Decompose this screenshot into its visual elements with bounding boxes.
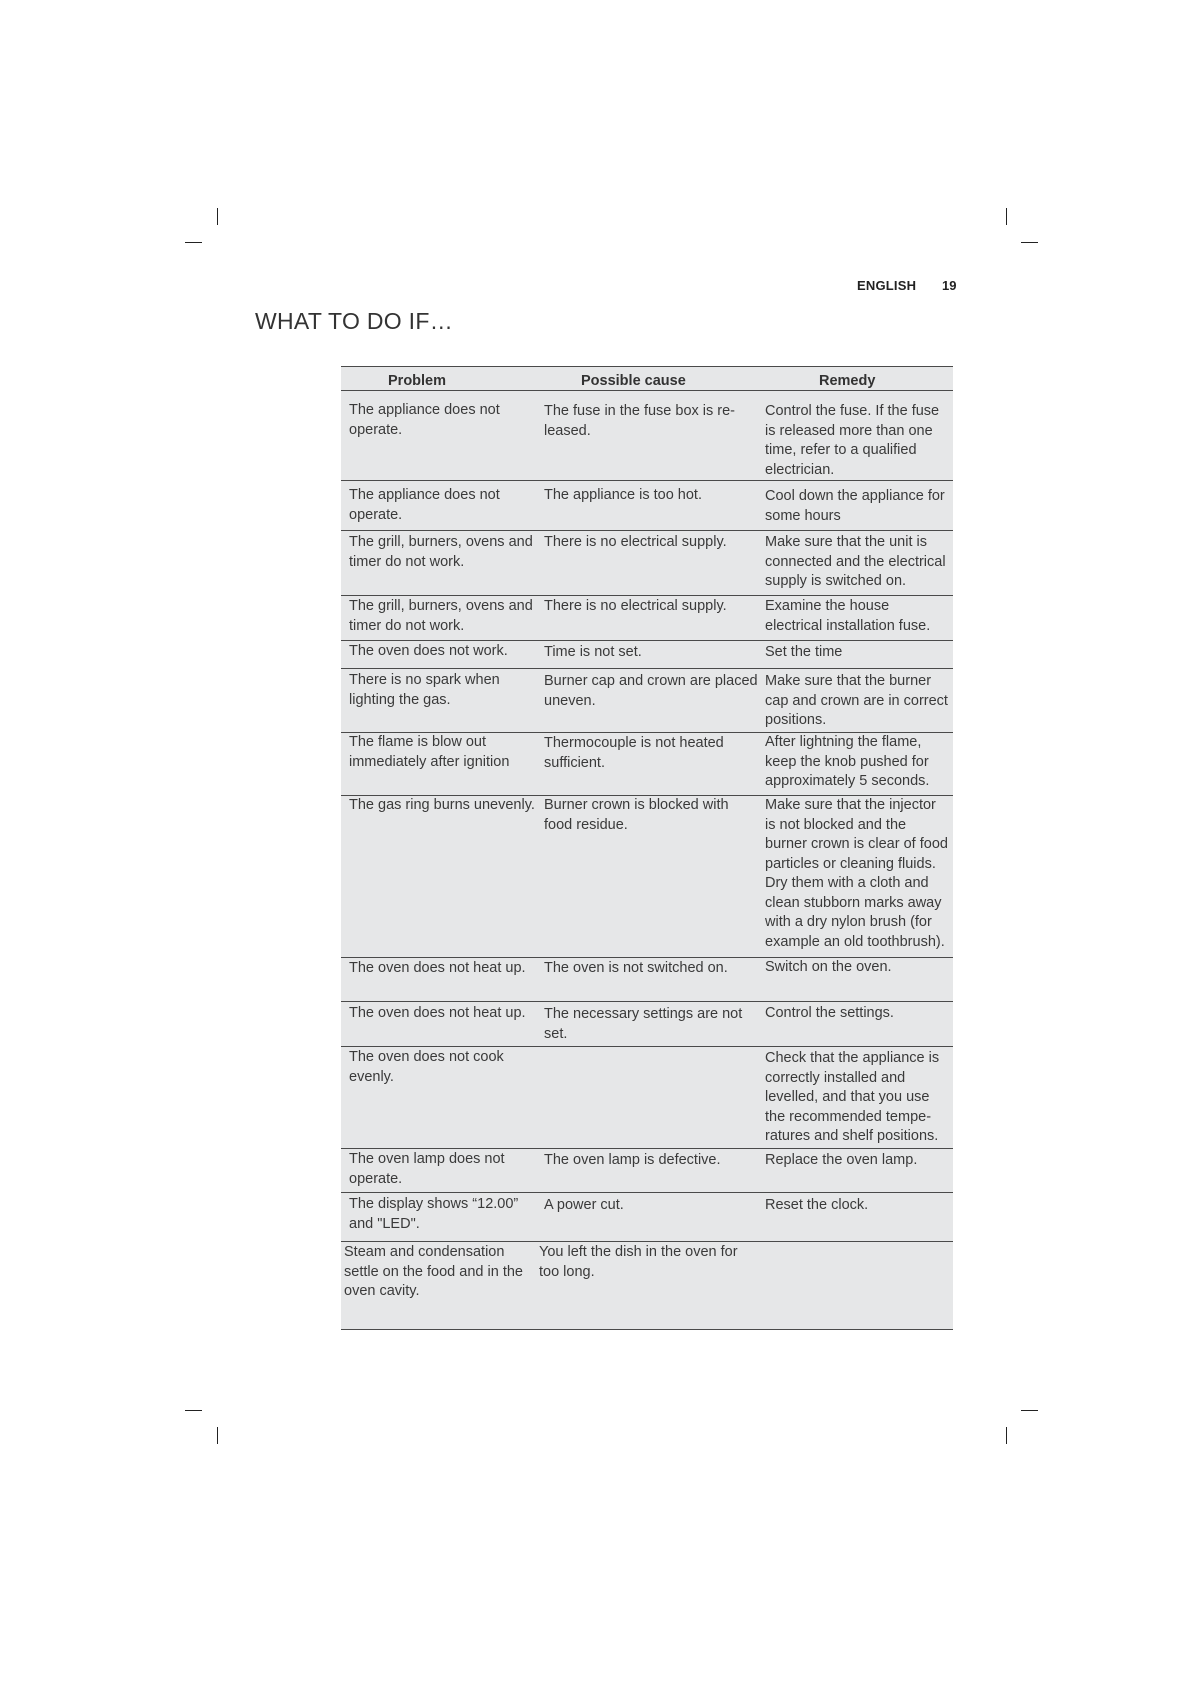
column-header-problem: Problem <box>388 373 447 389</box>
remedy-cell: Cool down the appliance for some hours <box>765 488 945 524</box>
page-title: WHAT TO DO IF… <box>255 308 454 334</box>
table-row <box>341 481 953 531</box>
cause-cell: Burner crown is blocked with food residue. <box>544 797 729 833</box>
cause-cell: There is no electrical supply. <box>544 534 727 550</box>
crop-mark <box>1021 242 1038 243</box>
problem-cell: Steam and condensation settle on the food and in the oven cavity. <box>344 1244 523 1299</box>
problem-cell: The appliance does not operate. <box>349 487 500 523</box>
table-row <box>341 1242 953 1329</box>
remedy-cell: Make sure that the burner cap and crown are in correct positions. <box>765 673 948 728</box>
problem-cell: The grill, burners, ovens and timer do not work. <box>349 598 533 634</box>
troubleshooting-table <box>341 366 953 1330</box>
problem-cell: The appliance does not operate. <box>349 402 500 438</box>
table-row <box>341 796 953 958</box>
problem-cell: The oven does not heat up. <box>349 1005 526 1021</box>
problem-cell: The oven does not cook evenly. <box>349 1049 504 1085</box>
crop-mark <box>1021 1410 1038 1411</box>
column-header-remedy: Remedy <box>819 373 876 389</box>
crop-mark <box>217 1427 218 1444</box>
problem-cell: There is no spark when lighting the gas. <box>349 672 500 708</box>
table-row <box>341 669 953 733</box>
table-row <box>341 596 953 641</box>
cause-cell: A power cut. <box>544 1197 624 1213</box>
crop-mark <box>217 208 218 225</box>
table-row <box>341 958 953 1002</box>
remedy-cell: After lightning the flame, keep the knob pushed for approximately 5 seconds. <box>765 734 930 789</box>
problem-cell: The display shows “12.00” and "LED". <box>349 1196 519 1232</box>
table-row <box>341 391 953 481</box>
remedy-cell: Make sure that the unit is connected and the electrical supply is switched on. <box>765 534 946 589</box>
table-row <box>341 1002 953 1047</box>
page-number: 19 <box>942 278 957 293</box>
crop-mark <box>1006 1427 1007 1444</box>
crop-mark <box>185 242 202 243</box>
table-header <box>341 367 953 391</box>
crop-mark <box>185 1410 202 1411</box>
cause-cell: There is no electrical supply. <box>544 598 727 614</box>
remedy-cell: Reset the clock. <box>765 1197 869 1213</box>
remedy-cell: Control the settings. <box>765 1005 894 1021</box>
remedy-cell: Switch on the oven. <box>765 959 892 975</box>
table-row <box>341 641 953 669</box>
problem-cell: The grill, burners, ovens and timer do not work. <box>349 534 533 570</box>
remedy-cell: Replace the oven lamp. <box>765 1152 918 1168</box>
problem-cell: The gas ring burns unevenly. <box>349 797 535 813</box>
language-label: ENGLISH <box>857 278 917 293</box>
column-header-cause: Possible cause <box>581 373 686 389</box>
problem-cell: The oven does not work. <box>349 643 508 659</box>
table-row <box>341 1193 953 1242</box>
cause-cell: You left the dish in the oven for too long. <box>539 1244 738 1280</box>
remedy-cell: Set the time <box>765 644 843 660</box>
problem-cell: The oven lamp does not operate. <box>349 1151 505 1187</box>
cause-cell: Burner cap and crown are placed uneven. <box>544 673 758 709</box>
remedy-cell: Make sure that the injector is not blocked and the burner crown is clear of food particles or cleaning fluids. Dry them with a cloth and clean stubborn marks away with a dry nylon brush (for example an old toothbrush). <box>765 797 948 950</box>
table-row <box>341 531 953 596</box>
cause-cell: The necessary settings are not set. <box>544 1006 743 1042</box>
problem-cell: The oven does not heat up. <box>349 960 526 976</box>
cause-cell: Time is not set. <box>544 644 642 660</box>
cause-cell: The oven is not switched on. <box>544 960 728 976</box>
remedy-cell: Control the fuse. If the fuse is released more than one time, refer to a qualified electrician. <box>765 403 940 478</box>
table-row <box>341 1149 953 1193</box>
crop-mark <box>1006 208 1007 225</box>
table-row <box>341 733 953 796</box>
cause-cell: The oven lamp is defective. <box>544 1152 721 1168</box>
table-row <box>341 1047 953 1149</box>
remedy-cell: Examine the house electrical installation fuse. <box>765 598 931 634</box>
cause-cell: Thermocouple is not heated sufficient. <box>544 735 724 771</box>
cause-cell: The appliance is too hot. <box>544 487 702 503</box>
cause-cell: The fuse in the fuse box is re-leased. <box>544 403 736 439</box>
problem-cell: The flame is blow out immediately after ignition <box>349 734 510 770</box>
remedy-cell: Check that the appliance is correctly installed and levelled, and that you use the recommended tempe-ratures and shelf positions. <box>765 1050 940 1144</box>
